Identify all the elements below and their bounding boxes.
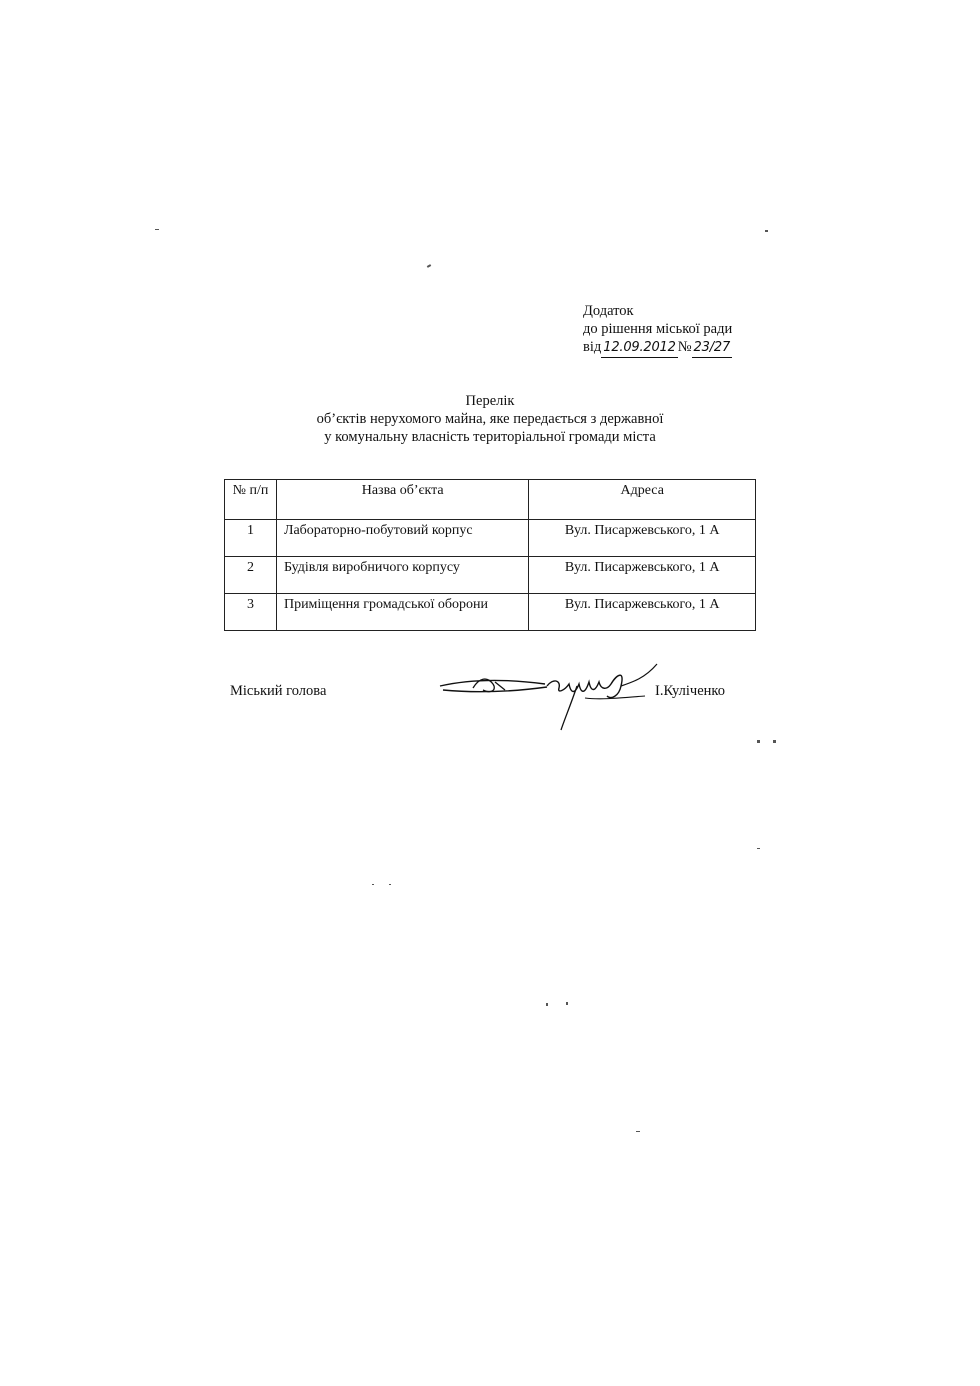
table-row (225, 557, 756, 594)
scan-speck (546, 1003, 548, 1006)
table-row (225, 520, 756, 557)
row-number: 1 (225, 520, 277, 557)
signatory-position: Міський голова (230, 683, 327, 699)
row-number: 2 (225, 557, 277, 594)
header-name: Назва об’єкта (276, 480, 528, 520)
table-row (225, 594, 756, 631)
header-address: Адреса (529, 480, 756, 520)
row-name: Будівля виробничого корпусу (276, 557, 528, 594)
scan-speck (773, 740, 776, 743)
row-address: Вул. Писаржевського, 1 А (529, 520, 756, 557)
addendum-title: Додаток (583, 303, 634, 319)
header-number: № п/п (225, 480, 277, 520)
addendum-date: 12.09.2012 (601, 339, 677, 358)
scan-speck (427, 264, 431, 268)
scan-speck (155, 229, 159, 230)
title-line-1: Перелік (465, 393, 515, 409)
row-name: Приміщення громадської оборони (276, 594, 528, 631)
addendum-date-prefix: від (583, 339, 602, 355)
addendum-decision: до рішення міської ради (583, 321, 733, 337)
row-number: 3 (225, 594, 277, 631)
handwritten-signature (435, 660, 665, 735)
addendum-date-line (583, 338, 732, 358)
scan-speck (389, 884, 391, 885)
title-line-2: об’єктів нерухомого майна, яке передається з державної (316, 411, 664, 427)
addendum-block (583, 302, 732, 358)
addendum-number: 23/27 (692, 339, 732, 358)
row-name: Лабораторно-побутовий корпус (276, 520, 528, 557)
table-header-row (225, 480, 756, 520)
scan-speck (566, 1002, 568, 1005)
addendum-number-label: № (677, 339, 692, 355)
signatory-name: І.Куліченко (655, 683, 725, 699)
scan-speck (765, 230, 768, 232)
objects-table (224, 479, 756, 631)
scan-speck (372, 884, 374, 885)
document-title (230, 392, 750, 446)
scan-speck (757, 740, 760, 743)
row-address: Вул. Писаржевського, 1 А (529, 557, 756, 594)
row-address: Вул. Писаржевського, 1 А (529, 594, 756, 631)
scan-speck (636, 1131, 640, 1132)
scan-speck (757, 848, 760, 849)
title-line-3: у комунальну власність територіальної громади міста (324, 429, 656, 445)
